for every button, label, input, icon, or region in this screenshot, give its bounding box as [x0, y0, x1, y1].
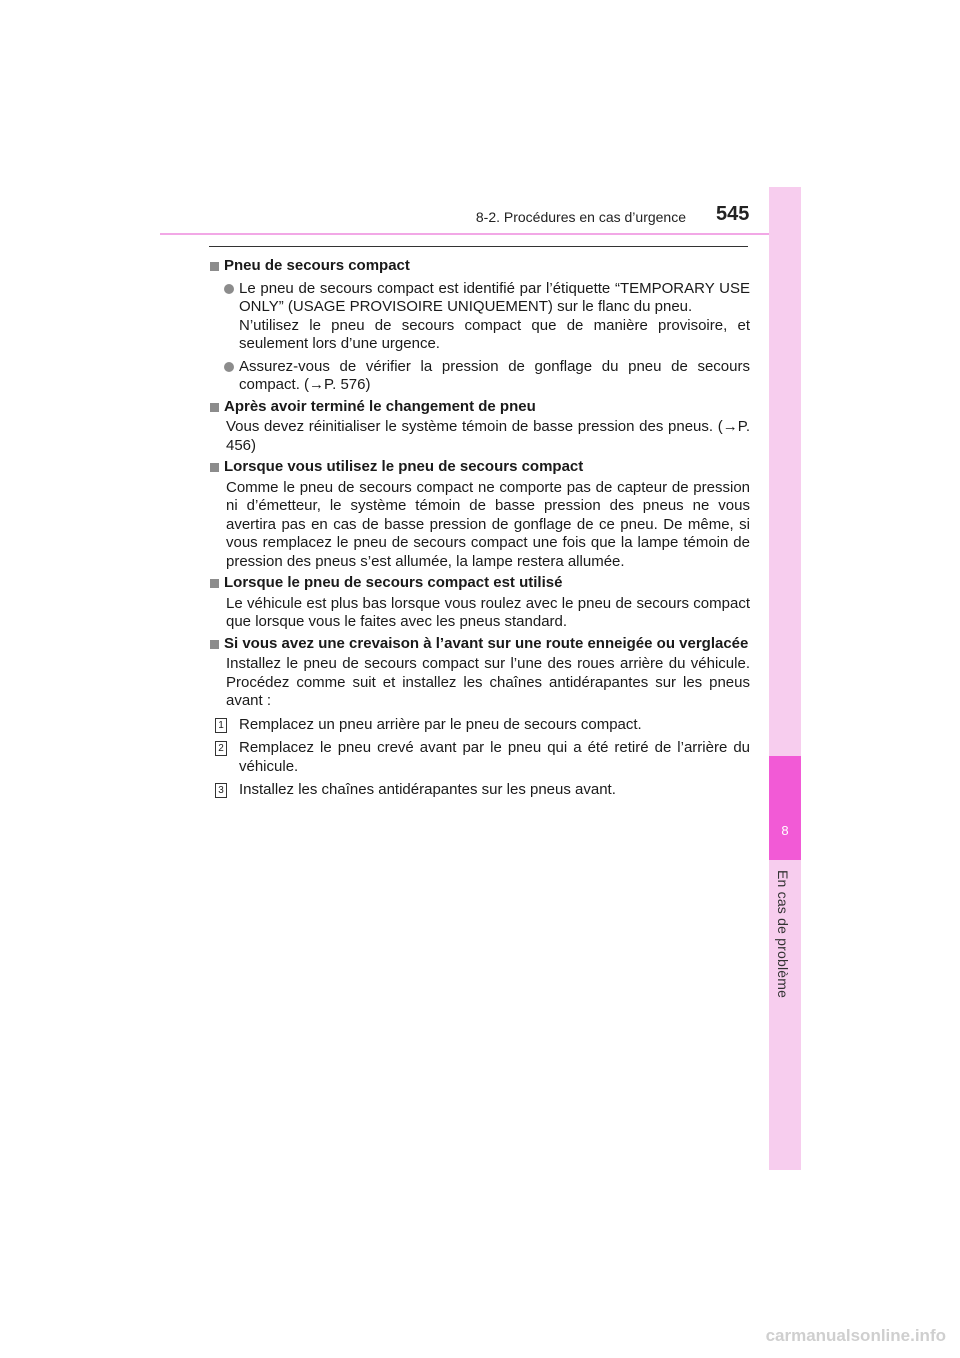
arrow-right-icon: → [309, 376, 325, 393]
step-text: Installez les chaînes antidérapantes sur les pneus avant. [239, 781, 616, 798]
step-item [209, 739, 750, 776]
heading-text: Lorsque vous utilisez le pneu de secours compact [224, 458, 584, 475]
watermark: carmanualsonline.info [765, 1326, 946, 1345]
heading-text: Si vous avez une crevaison à l’avant sur une route enneigée ou verglacée [224, 634, 749, 652]
bullet-text: Assurez-vous de vérifier la pression de gonflage du pneu de secours compact. ( [239, 357, 750, 393]
heading-spare-in-use [209, 574, 750, 593]
step-number: 3 [215, 783, 227, 798]
chapter-tab [769, 187, 801, 1170]
square-bullet-icon [210, 640, 219, 649]
square-bullet-icon [210, 403, 219, 412]
header-rule [160, 233, 800, 235]
page-number: 545 [716, 203, 750, 225]
heading-after-change [209, 398, 750, 417]
paragraph: Installez le pneu de secours compact sur l’une des roues arrière du véhicule. Procédez comme suit et installez les chaînes antidérapantes sur les pneus avant : [226, 655, 750, 709]
page-content [209, 254, 750, 800]
step-text: Remplacez un pneu arrière par le pneu de secours compact. [239, 715, 642, 733]
bullet-text: Le pneu de secours compact est identifié par l’étiquette “TEMPORARY USE ONLY” (USAGE PROVISOIRE UNIQUEMENT) sur le flanc du pneu. [239, 279, 750, 315]
paragraph: Le véhicule est plus bas lorsque vous roulez avec le pneu de secours compact que lorsque vous le faites avec les pneus standard. [226, 594, 750, 630]
square-bullet-icon [210, 262, 219, 271]
round-bullet-icon [224, 284, 234, 294]
paragraph: Comme le pneu de secours compact ne comporte pas de capteur de pression ni d’émetteur, le système témoin de basse pression des pneus ne vous avertira pas en cas de basse pression de gonflage de ce pneu. De même, si vous remplacez le pneu de secours compact une fois que la lampe témoin de pression des pneus s’est allumée, la lampe restera allumée. [226, 478, 750, 570]
bullet-item [209, 280, 750, 354]
step-item [209, 716, 750, 735]
paragraph-text: Vous devez réinitialiser le système témoin de basse pression des pneus. ( [226, 418, 723, 435]
content-rule [209, 246, 748, 247]
paragraph [209, 418, 750, 455]
section-title: 8-2. Procédures en cas d’urgence [475, 209, 686, 225]
page-reference-link[interactable]: P. 576) [324, 376, 371, 393]
round-bullet-icon [224, 362, 234, 372]
page-reference-link[interactable]: P. 456) [226, 418, 750, 454]
step-number: 2 [215, 741, 227, 756]
step-item [209, 781, 750, 800]
heading-text: Lorsque le pneu de secours compact est utilisé [224, 574, 563, 591]
square-bullet-icon [210, 579, 219, 588]
step-text: Remplacez le pneu crevé avant par le pneu qui a été retiré de l’arrière du véhicule. [239, 739, 750, 775]
heading-text: Après avoir terminé le changement de pneu [224, 397, 536, 415]
square-bullet-icon [210, 463, 219, 472]
chapter-tab-active [769, 756, 801, 860]
heading-text: Pneu de secours compact [224, 257, 410, 274]
bullet-item [209, 358, 750, 395]
heading-spare-tire [209, 257, 750, 276]
heading-using-spare [209, 458, 750, 477]
chapter-title: En cas de problème [775, 870, 791, 999]
heading-front-flat [209, 635, 750, 654]
chapter-number: 8 [781, 823, 789, 838]
arrow-right-icon: → [722, 418, 738, 435]
bullet-text-continued: N’utilisez le pneu de secours compact que de manière provisoire, et seulement lors d’une urgence. [239, 316, 750, 352]
step-number: 1 [215, 718, 227, 733]
